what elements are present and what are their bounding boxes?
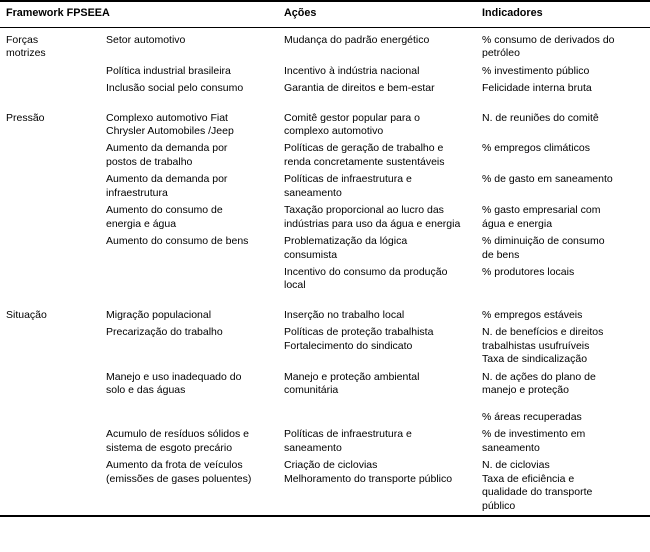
category-cell: Forças motrizes	[6, 33, 46, 60]
driver-cell: Política industrial brasileira	[106, 64, 231, 77]
indicator-cell: Felicidade interna bruta	[482, 82, 592, 95]
table-header	[0, 1, 650, 27]
driver-cell	[98, 264, 276, 295]
table-row	[0, 171, 650, 202]
driver-cell: Inclusão social pelo consumo	[106, 82, 244, 95]
indicator-cell: % diminuição de consumo de bens	[482, 235, 605, 261]
table-row	[0, 80, 650, 97]
table-row	[0, 426, 650, 457]
action-cell: Problematização da lógica consumista	[284, 235, 408, 261]
indicator-cell: % de gasto em saneamento	[482, 173, 613, 186]
action-cell: Garantia de direitos e bem-estar	[284, 82, 435, 95]
driver-cell: Complexo automotivo Fiat Chrysler Automobiles /Jeep	[106, 111, 234, 137]
action-cell: Incentivo à indústria nacional	[284, 64, 420, 77]
table-row	[0, 233, 650, 264]
action-cell: Mudança do padrão energético	[284, 33, 430, 46]
table-row	[0, 63, 650, 80]
driver-cell: Acumulo de resíduos sólidos e sistema de esgoto precário	[106, 428, 249, 454]
action-cell: Políticas de proteção trabalhista Fortalecimento do sindicato	[284, 326, 434, 352]
indicator-cell: % investimento público	[482, 64, 590, 77]
indicator-cell: % consumo de derivados do petróleo	[482, 33, 615, 60]
action-cell: Políticas de infraestrutura e saneamento	[284, 173, 412, 199]
indicator-cell: N. de ações do plano de manejo e proteção % áreas recuperadas	[482, 370, 596, 423]
table-footer-rule	[0, 516, 650, 517]
indicator-cell: N. de ciclovias Taxa de eficiência e qualidade do transporte público	[482, 459, 593, 512]
table-row	[0, 303, 650, 324]
indicator-cell: % empregos climáticos	[482, 142, 590, 155]
spacer-cell	[0, 98, 650, 106]
driver-cell: Aumento da demanda por postos de trabalho	[106, 142, 228, 168]
indicator-cell: N. de reuniões do comitê	[482, 111, 599, 124]
table-row	[0, 202, 650, 233]
action-cell: Manejo e proteção ambiental comunitária	[284, 370, 420, 396]
header-framework: Framework FPSEEA	[0, 1, 276, 27]
action-cell: Políticas de geração de trabalho e renda concretamente sustentáveis	[284, 142, 445, 168]
table-row	[0, 369, 650, 427]
action-cell: Comitê gestor popular para o complexo automotivo	[284, 111, 420, 137]
spacer-cell	[0, 295, 650, 303]
table-row	[0, 27, 650, 62]
driver-cell: Setor automotivo	[106, 33, 186, 46]
category-cell: Pressão	[6, 111, 45, 124]
section-spacer	[0, 98, 650, 106]
category-cell: Situação	[6, 308, 47, 321]
action-cell: Políticas de infraestrutura e saneamento	[284, 428, 412, 454]
table-row	[0, 140, 650, 171]
table-row	[0, 457, 650, 516]
driver-cell: Aumento do consumo de energia e água	[106, 204, 223, 230]
action-cell: Taxação proporcional ao lucro das indústrias para uso da água e energia	[284, 204, 461, 230]
action-cell: Criação de ciclovias Melhoramento do transporte público	[284, 459, 453, 485]
driver-cell: Aumento da demanda por infraestrutura	[106, 173, 228, 199]
header-acoes: Ações	[276, 1, 474, 27]
table-row	[0, 106, 650, 141]
driver-cell: Aumento da frota de veículos (emissões de gases poluentes)	[106, 459, 252, 485]
indicator-cell: % de investimento em saneamento	[482, 428, 586, 454]
driver-cell: Migração populacional	[106, 308, 212, 321]
indicator-cell: N. de benefícios e direitos trabalhistas usufruíveis Taxa de sindicalização	[482, 326, 604, 366]
driver-cell: Aumento do consumo de bens	[106, 235, 249, 248]
bottom-rule	[0, 516, 650, 517]
indicator-cell: % gasto empresarial com água e energia	[482, 204, 601, 230]
driver-cell: Manejo e uso inadequado do solo e das águas	[106, 370, 242, 396]
action-cell: Incentivo do consumo da produção local	[284, 265, 448, 292]
table-body	[0, 27, 650, 516]
table-row	[0, 264, 650, 295]
section-spacer	[0, 295, 650, 303]
action-cell: Inserção no trabalho local	[284, 308, 405, 321]
header-indicadores: Indicadores	[474, 1, 650, 27]
driver-cell: Precarização do trabalho	[106, 326, 223, 339]
header-row	[0, 1, 650, 27]
indicator-cell: % empregos estáveis	[482, 308, 583, 321]
indicator-cell: % produtores locais	[482, 265, 575, 278]
table-row	[0, 324, 650, 368]
